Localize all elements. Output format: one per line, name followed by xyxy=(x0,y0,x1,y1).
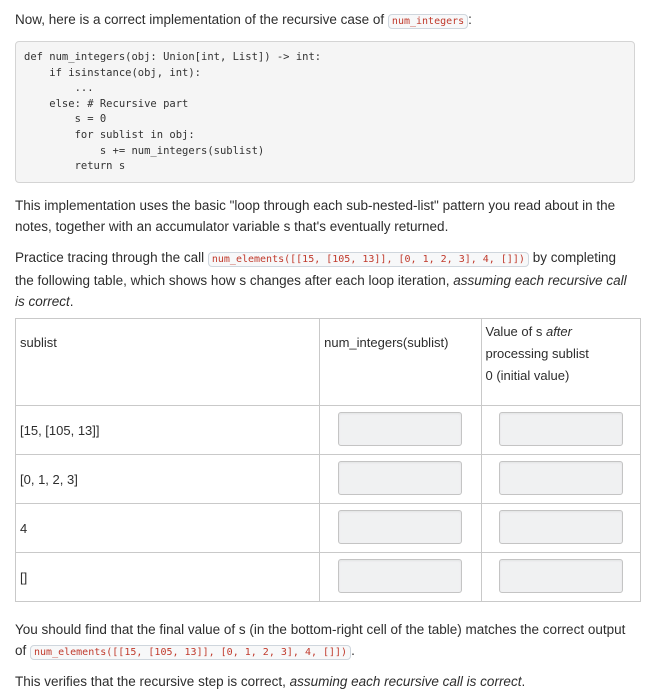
value-cell xyxy=(481,553,641,602)
intro-text: Now, here is a correct implementation of the recursive case of xyxy=(15,12,388,27)
value-cell xyxy=(481,455,641,504)
value-of-s-input[interactable] xyxy=(499,510,623,544)
practice-mid: by completing the following table, which shows how s changes after each loop iteration, xyxy=(15,250,616,288)
header-value-post: processing sublist xyxy=(485,346,589,361)
table-row xyxy=(16,455,641,504)
code-line: else: # Recursive part xyxy=(24,97,189,110)
practice-italic: assuming each recursive call is correct xyxy=(15,273,627,309)
value-cell xyxy=(481,406,641,455)
table-row xyxy=(16,504,641,553)
table-row xyxy=(16,406,641,455)
verify-pre: This verifies that the recursive step is correct, xyxy=(15,674,290,689)
num-integers-input[interactable] xyxy=(338,412,462,446)
code-block xyxy=(15,41,635,183)
num-integers-cell xyxy=(320,455,481,504)
code-line: for sublist in obj: xyxy=(24,128,195,141)
table-header-row xyxy=(16,319,641,406)
num-integers-cell xyxy=(320,504,481,553)
explanation-paragraph: This implementation uses the basic "loop through each sub-nested-list" pattern you read about in the notes, together with an accumulator variable s that's eventually returned. xyxy=(15,198,616,234)
num-integers-cell xyxy=(320,553,481,602)
sublist-cell: [15, [105, 13]] xyxy=(16,406,320,455)
sublist-cell: [0, 1, 2, 3] xyxy=(16,455,320,504)
function-name-code: num_integers xyxy=(388,14,468,29)
code-line: return s xyxy=(24,160,126,173)
num-integers-input[interactable] xyxy=(338,510,462,544)
intro-tail: : xyxy=(468,12,472,27)
verify-end: . xyxy=(521,674,526,689)
table-row xyxy=(16,553,641,602)
value-of-s-input[interactable] xyxy=(499,559,623,593)
value-of-s-input[interactable] xyxy=(499,412,623,446)
verify-paragraph xyxy=(15,671,636,692)
header-value-pre: Value of s xyxy=(485,324,546,339)
num-integers-input[interactable] xyxy=(338,559,462,593)
practice-call-code: num_elements([[15, [105, 13]], [0, 1, 2, 3], 4, []]) xyxy=(208,252,529,267)
verify-italic: assuming each recursive call is correct xyxy=(289,674,522,689)
value-of-s-input[interactable] xyxy=(499,461,623,495)
num-integers-cell xyxy=(320,406,481,455)
intro-paragraph xyxy=(15,9,636,32)
code-line: s = 0 xyxy=(24,113,107,126)
header-value-of-s xyxy=(481,319,641,406)
conclusion-pre: You should find that the final value of s (in the bottom-right cell of the table) matches the correct output of xyxy=(15,622,626,658)
conclusion-paragraph xyxy=(15,619,636,663)
header-sublist: sublist xyxy=(16,319,320,406)
conclusion-end: . xyxy=(351,643,355,658)
practice-pre: Practice tracing through the call xyxy=(15,250,208,265)
code-line: def num_integers(obj: Union[int, List]) -> int: xyxy=(24,51,322,63)
header-num-integers: num_integers(sublist) xyxy=(320,319,481,406)
sublist-cell: [] xyxy=(16,553,320,602)
code-line: s += num_integers(sublist) xyxy=(24,144,265,157)
value-cell xyxy=(481,504,641,553)
sublist-cell: 4 xyxy=(16,504,320,553)
header-value-italic: after xyxy=(545,324,572,339)
conclusion-call-code: num_elements([[15, [105, 13]], [0, 1, 2, 3], 4, []]) xyxy=(30,645,351,660)
header-initial-value: 0 (initial value) xyxy=(485,368,570,383)
practice-end: . xyxy=(69,294,74,309)
code-line: ... xyxy=(24,82,94,95)
code-line: if isinstance(obj, int): xyxy=(24,66,202,79)
trace-table xyxy=(15,318,641,602)
practice-paragraph xyxy=(15,247,636,312)
num-integers-input[interactable] xyxy=(338,461,462,495)
